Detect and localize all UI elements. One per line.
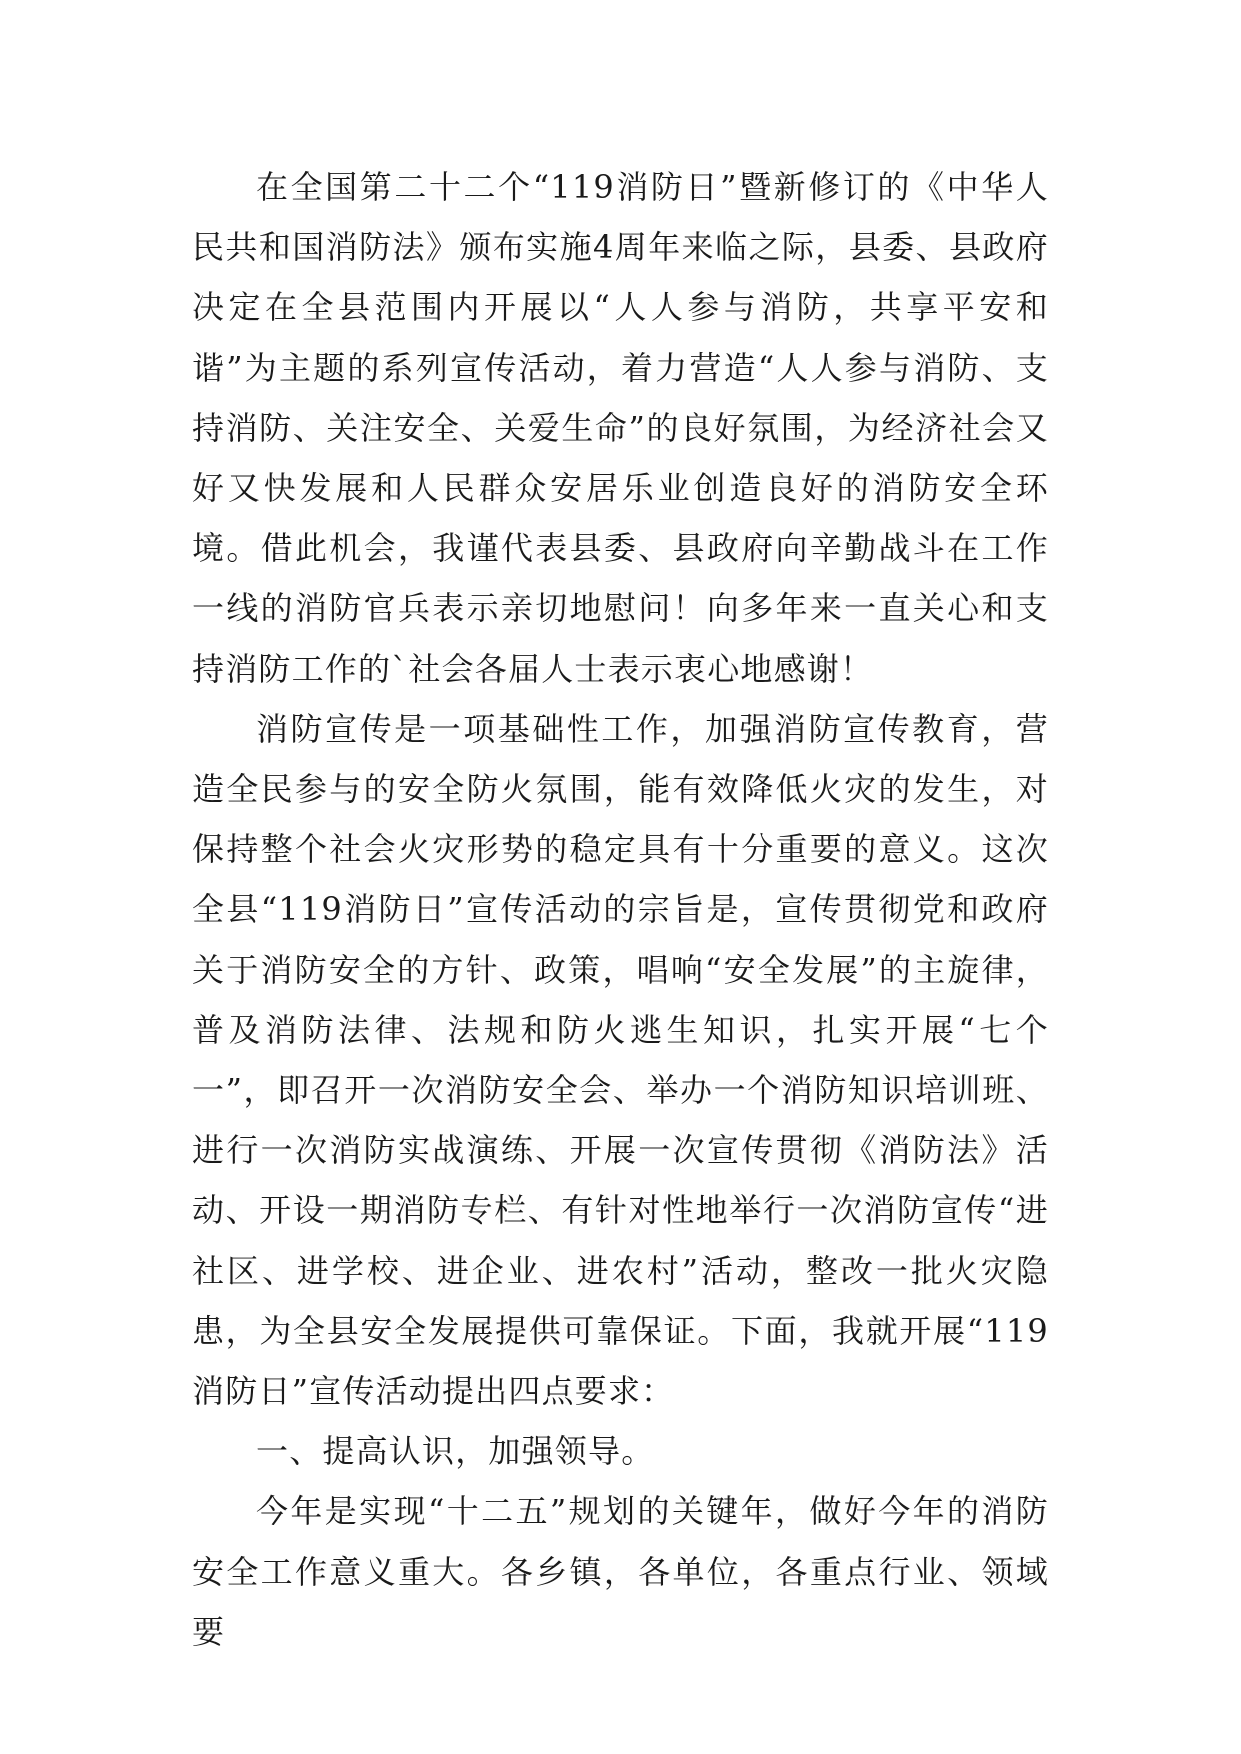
section-heading-1: 一、提高认识，加强领导。 (256, 1432, 655, 1471)
document-body (192, 157, 1049, 1662)
paragraph-section-1: 今年是实现“十二五”规划的关键年，做好今年的消防安全工作意义重大。各乡镇，各单位，各重点行业、领域要 (192, 1492, 1049, 1651)
paragraph-publicity: 消防宣传是一项基础性工作，加强消防宣传教育，营造全民参与的安全防火氛围，能有效降低火灾的发生，对保持整个社会火灾形势的稳定具有十分重要的意义。这次全县“119消防日”宣传活动的宗旨是，宣传贯彻党和政府关于消防安全的方针、政策，唱响“安全发展”的主旋律，普及消防法律、法规和防火逃生知识，扎实开展“七个一”，即召开一次消防安全会、举办一个消防知识培训班、进行一次消防实战演练、开展一次宣传贯彻《消防法》活动、开设一期消防专栏、有针对性地举行一次消防宣传“进社区、进学校、进企业、进农村”活动，整改一批火灾隐患，为全县安全发展提供可靠保证。下面，我就开展“119消防日”宣传活动提出四点要求： (192, 709, 1049, 1411)
paragraph-intro: 在全国第二十二个“119消防日”暨新修订的《中华人民共和国消防法》颁布实施4周年来临之际，县委、县政府决定在全县范围内开展以“人人参与消防，共享平安和谐”为主题的系列宣传活动，着力营造“人人参与消防、支持消防、关注安全、关爱生命”的良好氛围，为经济社会又好又快发展和人民群众安居乐业创造良好的消防安全环境。借此机会，我谨代表县委、县政府向辛勤战斗在工作一线的消防官兵表示亲切地慰问！向多年来一直关心和支持消防工作的`社会各届人士表示衷心地感谢！ (192, 168, 1049, 688)
